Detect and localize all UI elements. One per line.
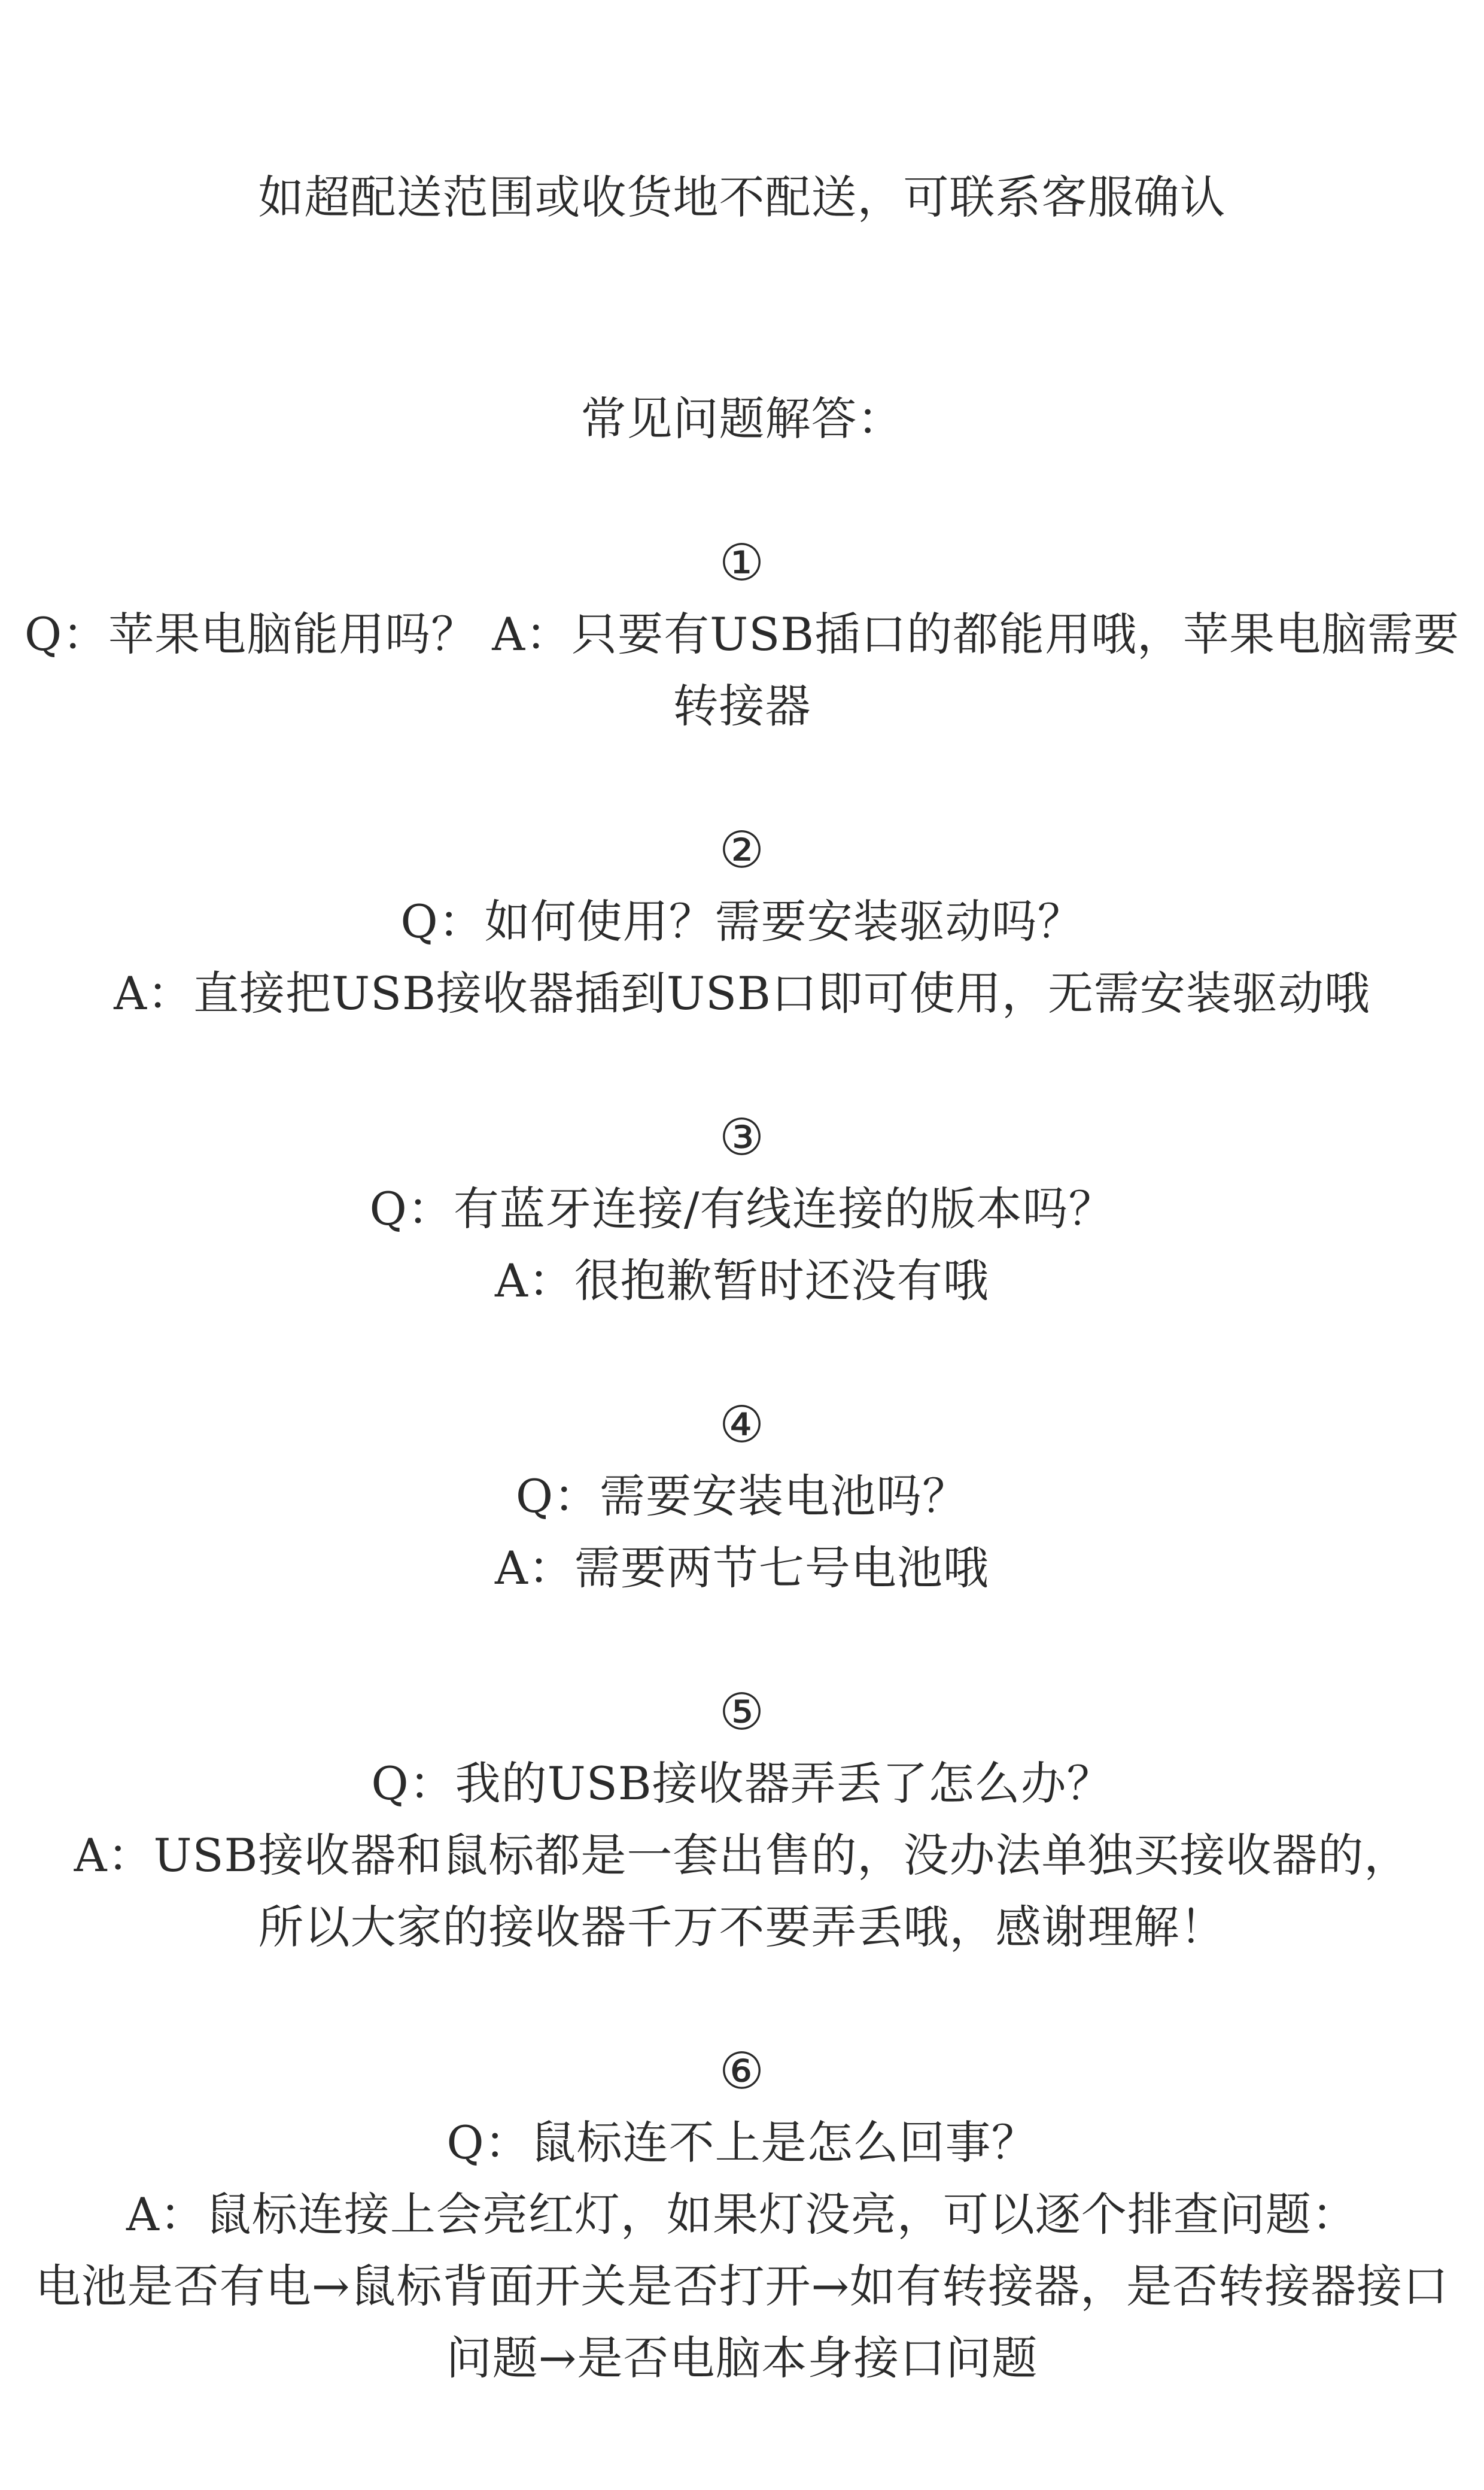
faq-line: A：直接把USB接收器插到USB口即可使用，无需安装驱动哦 bbox=[114, 967, 1370, 1020]
faq-line: Q：我的USB接收器弄丢了怎么办？ bbox=[371, 1757, 1113, 1810]
faq-line: Q：鼠标连不上是怎么回事？ bbox=[446, 2116, 1038, 2169]
faq-line: Q：有蓝牙连接/有线连接的版本吗？ bbox=[369, 1182, 1115, 1235]
faq-number: ① bbox=[719, 533, 765, 592]
faq-number: ⑤ bbox=[719, 1683, 765, 1741]
faq-line: 问题→是否电脑本身接口问题 bbox=[446, 2331, 1038, 2385]
faq-line: Q：苹果电脑能用吗？ A：只要有USB插口的都能用哦，苹果电脑需要 bbox=[24, 608, 1460, 661]
faq-line: A：鼠标连接上会亮红灯，如果灯没亮，可以逐个排查问题： bbox=[126, 2188, 1358, 2241]
faq-line: A：USB接收器和鼠标都是一套出售的，没办法单独买接收器的， bbox=[74, 1829, 1410, 1882]
faq-line: 电池是否有电→鼠标背面开关是否打开→如有转接器，是否转接器接口 bbox=[35, 2260, 1449, 2313]
faq-line: 所以大家的接收器千万不要弄丢哦，感谢理解！ bbox=[258, 1900, 1226, 1954]
faq-title: 常见问题解答： bbox=[580, 392, 904, 445]
faq-number: ⑥ bbox=[719, 2042, 765, 2100]
faq-number: ④ bbox=[719, 1395, 765, 1454]
faq-line: 转接器 bbox=[673, 679, 811, 733]
faq-line: Q：需要安装电池吗？ bbox=[515, 1469, 969, 1523]
faq-number: ② bbox=[719, 821, 765, 879]
faq-number: ③ bbox=[719, 1108, 765, 1167]
faq-line: A：很抱歉暂时还没有哦 bbox=[495, 1254, 989, 1307]
delivery-notice: 如超配送范围或收货地不配送，可联系客服确认 bbox=[258, 171, 1226, 224]
faq-line: A：需要两节七号电池哦 bbox=[495, 1541, 989, 1595]
faq-line: Q：如何使用？需要安装驱动吗？ bbox=[400, 895, 1084, 948]
